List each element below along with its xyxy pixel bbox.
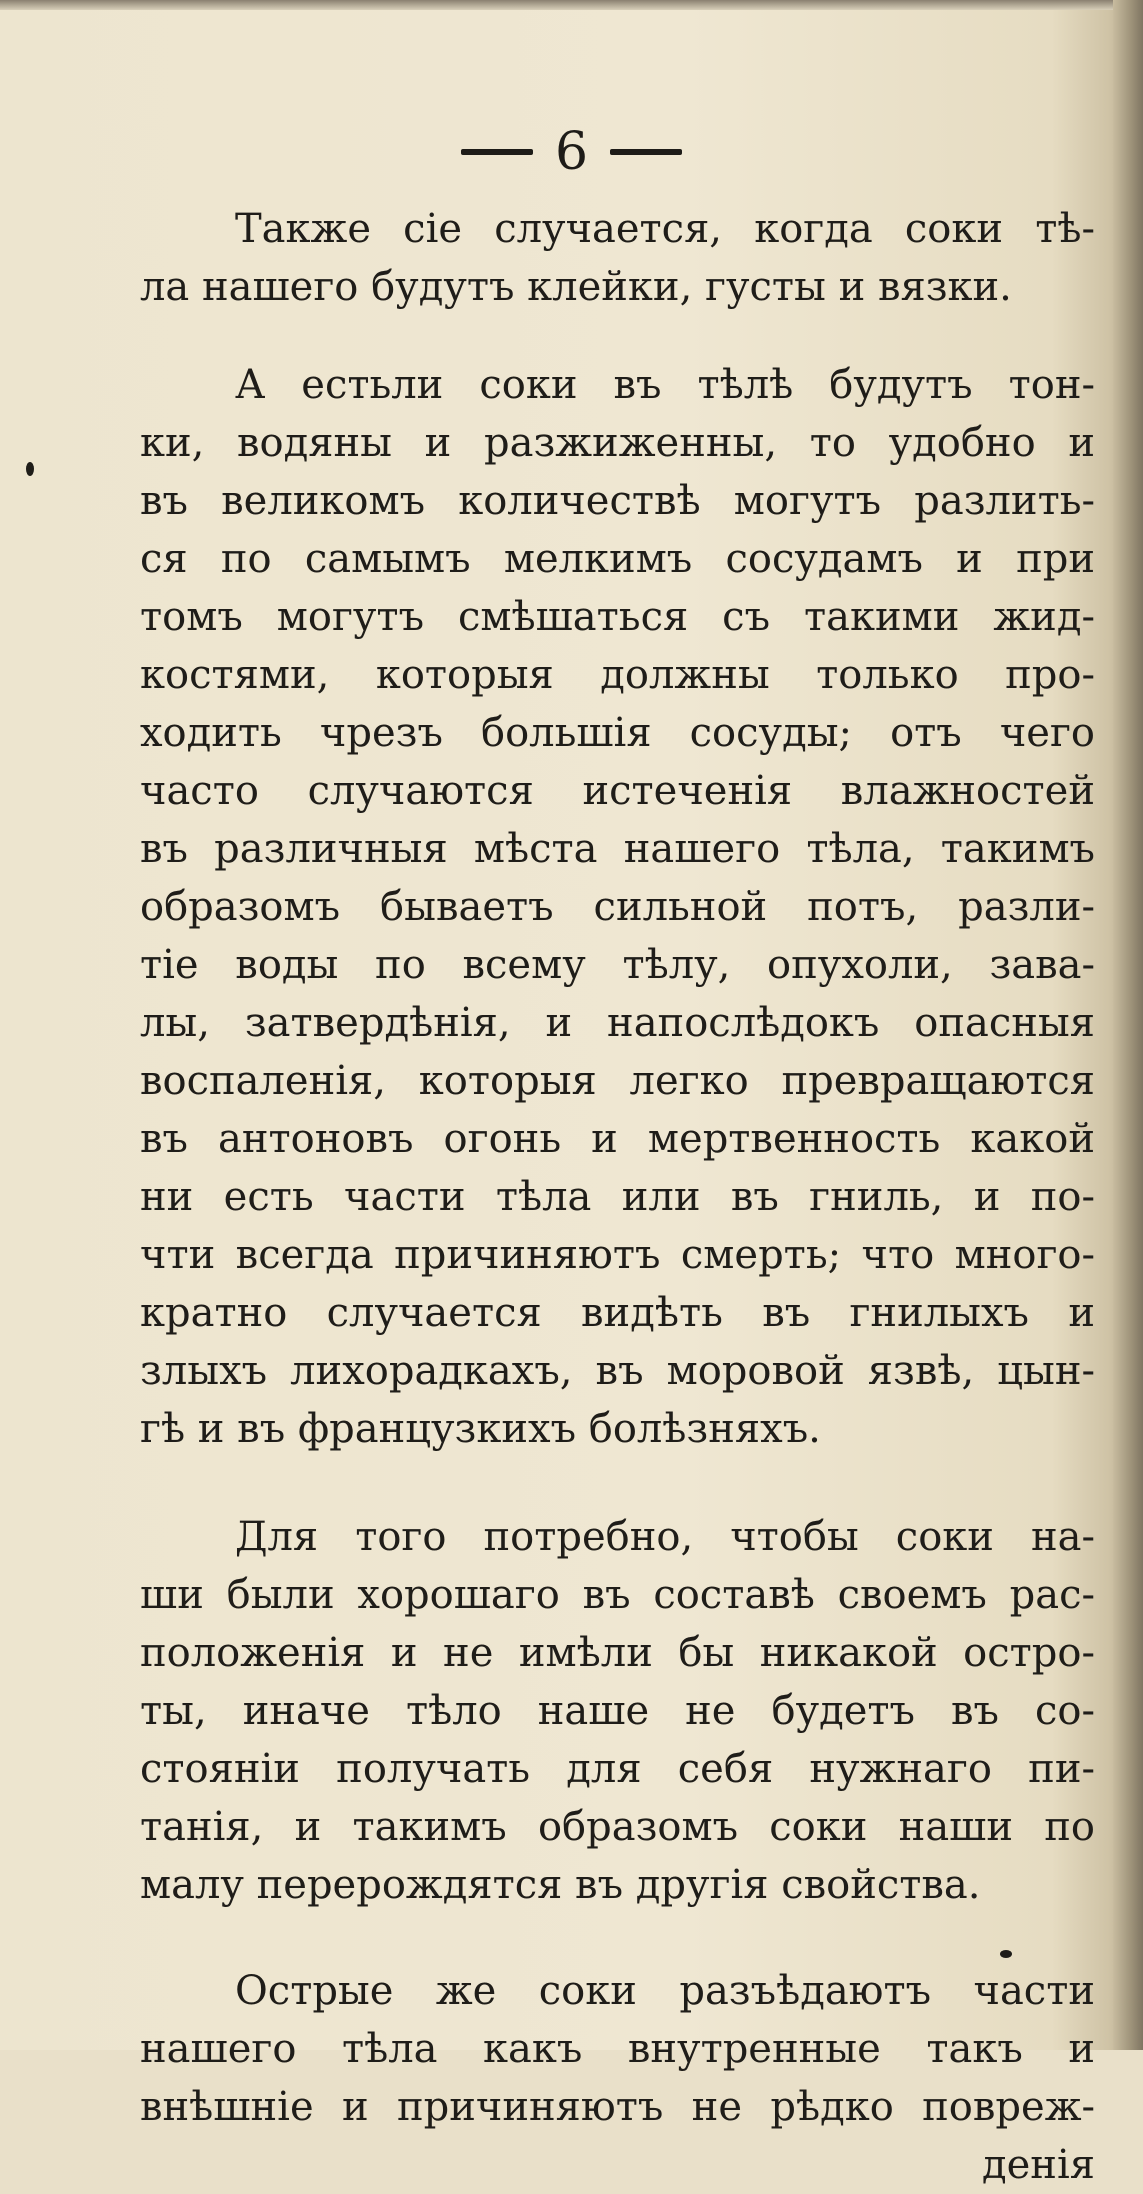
text-line: образомъ бываетъ сильной потъ, разли- — [140, 884, 1095, 930]
text-line: танiя, и такимъ образомъ соки наши по — [140, 1804, 1095, 1850]
text-line: Для того потребно, чтобы соки на- — [235, 1514, 1095, 1560]
paragraph-2 — [140, 356, 1095, 1458]
page-top-edge — [0, 0, 1143, 10]
text-line: тiе воды по всему тѣлу, опухоли, зава- — [140, 942, 1095, 988]
paragraph-4 — [140, 1962, 1095, 2194]
text-line: ши были хорошаго въ составѣ своемъ рас- — [140, 1572, 1095, 1618]
left-rule — [461, 149, 533, 155]
text-line: злыхъ лихорадкахъ, въ моровой язвѣ, цын- — [140, 1348, 1095, 1394]
text-line: кратно случается видѣть въ гнилыхъ и — [140, 1290, 1095, 1336]
text-line: нашего тѣла какъ внутренные такъ и — [140, 2026, 1095, 2072]
text-line: малу перерождятся въ другiя свойства. — [140, 1862, 981, 1908]
page-number: 6 — [554, 121, 589, 182]
text-line: часто случаются истеченiя влажностей — [140, 768, 1095, 814]
ink-speck — [1000, 1950, 1012, 1958]
text-line: положенiя и не имѣли бы никакой остро- — [140, 1630, 1095, 1676]
text-line: ла нашего будутъ клейки, густы и вязки. — [140, 264, 1012, 310]
text-line: ты, иначе тѣло наше не будетъ въ со- — [140, 1688, 1095, 1734]
text-line: Острые же соки разъѣдаютъ части — [235, 1968, 1095, 2014]
ink-speck — [26, 462, 34, 476]
text-line: гѣ и въ французкихъ болѣзняхъ. — [140, 1406, 821, 1452]
text-line: въ антоновъ огонь и мертвенность какой — [140, 1116, 1095, 1162]
text-line: томъ могутъ смѣшаться съ такими жид- — [140, 594, 1095, 640]
text-line: воспаленiя, которыя легко превращаются — [140, 1058, 1095, 1104]
paragraph-3 — [140, 1508, 1095, 1914]
right-rule — [610, 149, 682, 155]
text-line: ки, водяны и разжиженны, то удобно и — [140, 420, 1095, 466]
paragraph-1 — [140, 200, 1095, 316]
text-line: ся по самымъ мелкимъ сосудамъ и при — [140, 536, 1095, 582]
text-line: А естьли соки въ тѣлѣ будутъ тон- — [235, 362, 1095, 408]
text-line: внѣшнiе и причиняютъ не рѣдко повреж- — [140, 2084, 1095, 2130]
page-right-edge — [1113, 0, 1143, 2050]
text-line: Также сiе случается, когда соки тѣ- — [235, 206, 1095, 252]
text-line: лы, затвердѣнiя, и напослѣдокъ опасныя — [140, 1000, 1095, 1046]
body-text — [140, 200, 1095, 2194]
text-line: ходить чрезъ большiя сосуды; отъ чего — [140, 710, 1095, 756]
text-line: ни есть части тѣла или въ гниль, и по- — [140, 1174, 1095, 1220]
catchword: денiя — [982, 2142, 1095, 2188]
page-number-header — [0, 118, 1143, 188]
text-line: въ различныя мѣста нашего тѣла, такимъ — [140, 826, 1095, 872]
text-line: въ великомъ количествѣ могутъ разлить- — [140, 478, 1095, 524]
text-line: стоянiи получать для себя нужнаго пи- — [140, 1746, 1095, 1792]
text-line: чти всегда причиняютъ смерть; что много- — [140, 1232, 1095, 1278]
text-line: костями, которыя должны только про- — [140, 652, 1095, 698]
